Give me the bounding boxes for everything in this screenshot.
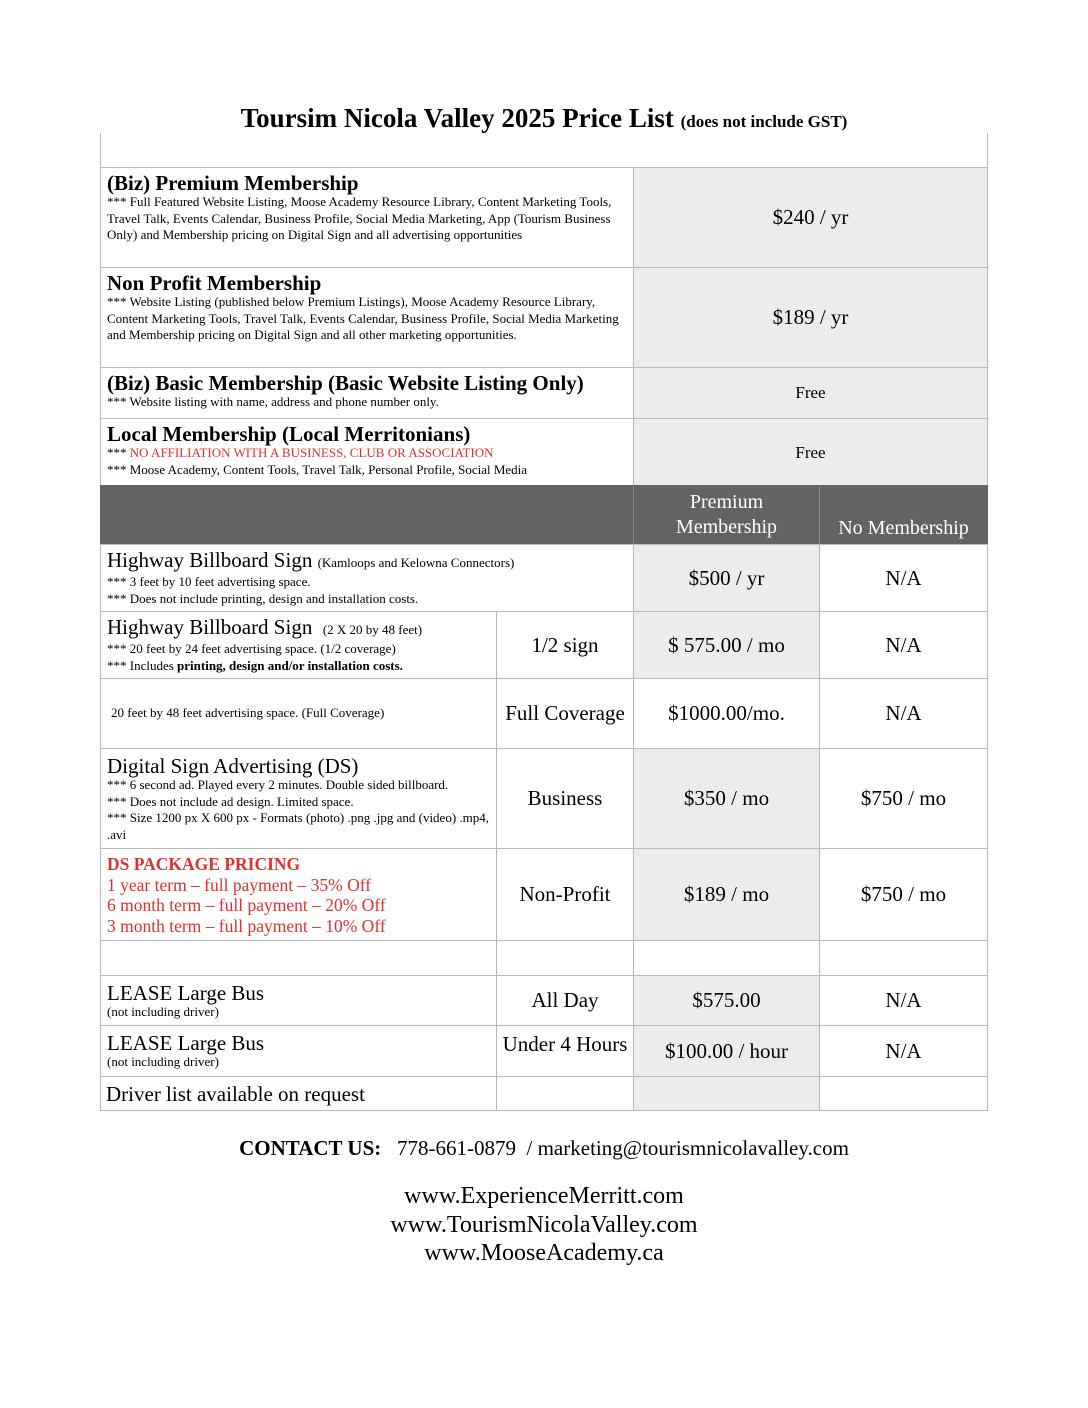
membership-premium xyxy=(100,167,634,268)
item-name: LEASE Large Bus xyxy=(107,1031,265,1055)
item-note: (Kamloops and Kelowna Connectors) xyxy=(317,555,515,570)
item-line: (not including driver) xyxy=(107,1004,219,1019)
contact-phone[interactable]: 778-661-0879 xyxy=(397,1136,516,1160)
driver-text: Driver list available on request xyxy=(106,1081,365,1106)
contact-label: CONTACT US: xyxy=(239,1136,382,1160)
package-item: 3 month term – full payment – 10% Off xyxy=(107,915,386,936)
empty-cell xyxy=(633,940,820,976)
billboard-3-premium-price: $1000.00/mo. xyxy=(633,678,820,749)
package-item: 1 year term – full payment – 35% Off xyxy=(107,874,372,895)
billboard-2-premium-price: $ 575.00 / mo xyxy=(633,611,820,679)
contact-email[interactable]: marketing@tourismnicolavalley.com xyxy=(537,1136,849,1160)
item-name: Highway Billboard Sign xyxy=(107,548,313,572)
billboard-3-type: Full Coverage xyxy=(496,678,634,749)
empty-cell xyxy=(819,940,988,976)
bus-1-no-membership-price: N/A xyxy=(819,975,988,1026)
membership-name: Non Profit Membership xyxy=(107,271,322,295)
item-line-bold: printing, design and/or installation costs. xyxy=(177,657,403,673)
price-nonprofit-membership: $189 / yr xyxy=(633,267,988,368)
item-line: *** 20 feet by 24 feet advertising space. (1/2 coverage) xyxy=(107,641,396,656)
bus-1-type: All Day xyxy=(496,975,634,1026)
bus-1-premium-price: $575.00 xyxy=(633,975,820,1026)
billboard-2-type: 1/2 sign xyxy=(496,611,634,679)
membership-name: (Biz) Basic Membership (Basic Website Listing Only) xyxy=(107,371,584,395)
bus-2-type: Under 4 Hours xyxy=(496,1025,634,1077)
bus-1-desc xyxy=(100,975,497,1026)
billboard-1-desc xyxy=(100,544,634,612)
membership-name: Local Membership (Local Merritonians) xyxy=(107,422,471,446)
ds-package-premium-price: $189 / mo xyxy=(633,848,820,941)
membership-nonprofit xyxy=(100,267,634,368)
price-local-membership: Free xyxy=(633,418,988,486)
item-line: *** 3 feet by 10 feet advertising space. xyxy=(107,574,311,589)
item-line: 20 feet by 48 feet advertising space. (Full Coverage) xyxy=(111,705,385,721)
empty-cell xyxy=(496,940,634,976)
bus-2-desc xyxy=(100,1025,497,1077)
bus-2-no-membership-price: N/A xyxy=(819,1025,988,1077)
empty-cell xyxy=(633,1076,820,1111)
item-line: *** Does not include printing, design and installation costs. xyxy=(107,590,419,606)
item-name: Digital Sign Advertising (DS) xyxy=(107,754,359,778)
desc-prefix: *** xyxy=(107,445,127,460)
header-premium-line2: Membership xyxy=(675,516,778,538)
digital-sign-premium-price: $350 / mo xyxy=(633,748,820,849)
package-heading: DS PACKAGE PRICING xyxy=(107,854,301,874)
billboard-3-desc xyxy=(100,678,497,749)
title-sub: (does not include GST) xyxy=(680,112,848,131)
membership-desc: *** Website Listing (published below Premium Listings), Moose Academy Resource Library, Content Marketing Tools, Travel Talk, Events Calendar, Business Profile, Social Media Marketing and Membership pricing on Digital Sign and all other marketing opportunities. xyxy=(107,294,619,342)
billboard-1-no-membership-price: N/A xyxy=(819,544,988,612)
item-name: Highway Billboard Sign xyxy=(107,615,313,639)
item-line-prefix: *** Includes xyxy=(107,657,174,673)
billboard-2-desc xyxy=(100,611,497,679)
billboard-3-no-membership-price: N/A xyxy=(819,678,988,749)
membership-desc: *** Website listing with name, address and phone number only. xyxy=(107,394,439,409)
website-link-moose-academy[interactable]: www.MooseAcademy.ca xyxy=(424,1240,664,1266)
contact-line xyxy=(100,1136,988,1161)
title-main: Toursim Nicola Valley 2025 Price List xyxy=(240,103,674,133)
item-line: *** 6 second ad. Played every 2 minutes. Double sided billboard. xyxy=(107,777,449,792)
membership-desc: *** Moose Academy, Content Tools, Travel Talk, Personal Profile, Social Media xyxy=(107,461,528,477)
digital-sign-desc xyxy=(100,748,497,849)
header-no-membership: No Membership xyxy=(819,485,988,545)
website-link-tourism-nicola-valley[interactable]: www.TourismNicolaValley.com xyxy=(390,1212,698,1238)
package-item: 6 month term – full payment – 20% Off xyxy=(107,895,386,915)
billboard-2-no-membership-price: N/A xyxy=(819,611,988,679)
ds-package-no-membership-price: $750 / mo xyxy=(819,848,988,941)
warning-text: NO AFFILIATION WITH A BUSINESS, CLUB OR ASSOCIATION xyxy=(129,445,494,460)
membership-basic xyxy=(100,367,634,419)
contact-separator: / xyxy=(526,1136,533,1160)
blank-top-row xyxy=(100,133,988,168)
membership-local xyxy=(100,418,634,486)
item-name: LEASE Large Bus xyxy=(107,981,265,1005)
header-premium-line1: Premium xyxy=(689,491,764,513)
driver-list-note xyxy=(100,1076,497,1111)
header-blank xyxy=(100,485,634,545)
empty-cell xyxy=(100,940,497,976)
membership-name: (Biz) Premium Membership xyxy=(107,171,359,195)
website-link-experience-merritt[interactable]: www.ExperienceMerritt.com xyxy=(404,1183,684,1209)
membership-desc: *** Full Featured Website Listing, Moose Academy Resource Library, Content Marketing Tools, Travel Talk, Events Calendar, Business Profile, Social Media Marketing, App (Tourism Business Only) and Membership pricing on Digital Sign and all advertising opportunities xyxy=(107,194,612,242)
price-premium-membership: $240 / yr xyxy=(633,167,988,268)
digital-sign-no-membership-price: $750 / mo xyxy=(819,748,988,849)
empty-cell xyxy=(496,1076,634,1111)
digital-sign-type: Business xyxy=(496,748,634,849)
empty-cell xyxy=(819,1076,988,1111)
item-line: (not including driver) xyxy=(107,1054,219,1069)
bus-2-premium-price: $100.00 / hour xyxy=(633,1025,820,1077)
item-line: *** Does not include ad design. Limited space. xyxy=(107,793,354,809)
ds-package-type: Non-Profit xyxy=(496,848,634,941)
item-line: *** Size 1200 px X 600 px - Formats (photo) .png .jpg and (video) .mp4, .avi xyxy=(107,810,490,842)
header-premium xyxy=(633,485,820,545)
item-note: (2 X 20 by 48 feet) xyxy=(322,622,423,637)
ds-package-desc xyxy=(100,848,497,941)
price-basic-membership: Free xyxy=(633,367,988,419)
billboard-1-premium-price: $500 / yr xyxy=(633,544,820,612)
